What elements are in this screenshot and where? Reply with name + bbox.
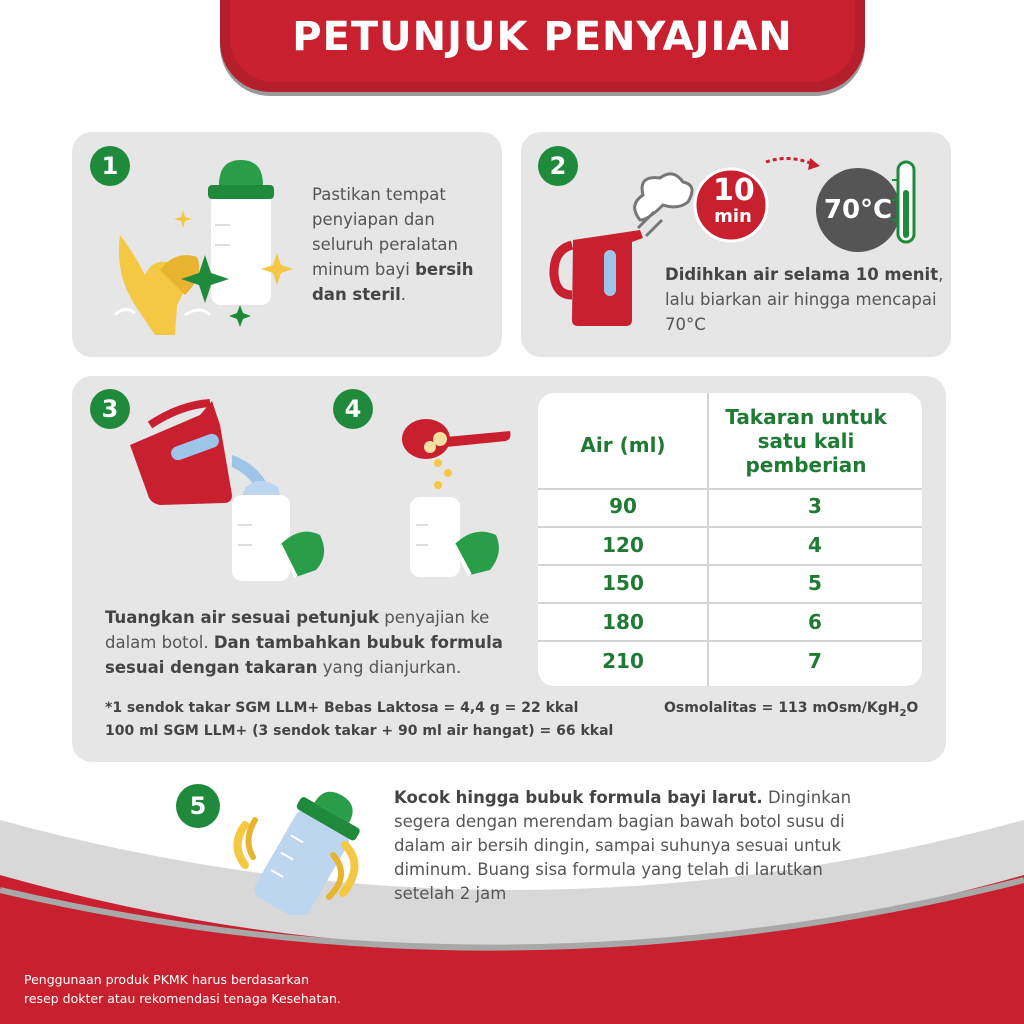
- scoop-formula-icon: [400, 415, 520, 585]
- table-cell-air: 150: [602, 571, 644, 595]
- footer-line1: Penggunaan produk PKMK harus berdasarkan: [24, 972, 310, 987]
- hands-bottle-icon: [105, 155, 305, 340]
- table-cell-air: 210: [602, 649, 644, 673]
- step2-text-bold: Didihkan air selama 10 menit: [665, 265, 939, 284]
- step1-number: 1: [90, 146, 130, 186]
- step3-4-text: [105, 605, 515, 680]
- timer-value: 10: [713, 173, 755, 208]
- step3-number: 3: [90, 389, 130, 429]
- step5-text-part: Dinginkan segera dengan merendam bagian bawah botol susu di dalam air bersih dingin, sampai suhunya sesuai untuk diminum. Buang sisa formula yang telah di larutkan setelah 2 jam: [394, 788, 852, 903]
- step3-text-part: penyajian ke dalam botol.: [105, 608, 490, 652]
- step1-text: [312, 182, 492, 307]
- osmolality-text: Osmolalitas = 113 mOsm/KgH: [664, 700, 900, 716]
- step1-text-bold: bersih dan steril: [312, 260, 474, 304]
- table-cell-takaran: 3: [808, 494, 822, 518]
- step1-text-end: .: [400, 285, 407, 304]
- timer-unit: min: [714, 206, 752, 227]
- table-cell-takaran: 4: [808, 533, 822, 557]
- table-cell-takaran: 7: [808, 649, 822, 673]
- step2-number: 2: [538, 146, 578, 186]
- osmolality-note: [664, 697, 934, 725]
- footer-disclaimer: [24, 970, 341, 1008]
- step2-text: [665, 262, 945, 337]
- step5-number: 5: [176, 784, 220, 828]
- table-cell-air: 180: [602, 610, 644, 634]
- step5-text: [394, 786, 854, 906]
- temperature-value: 70: [823, 195, 861, 225]
- shake-bottle-icon: [225, 785, 375, 915]
- step4-number: 4: [333, 389, 373, 429]
- pour-water-icon: [120, 395, 340, 585]
- temperature-unit: °C: [860, 195, 893, 225]
- osmolality-sub: 2: [899, 707, 907, 719]
- table-cell-air: 90: [609, 494, 637, 518]
- table-header-air: Air (ml): [580, 433, 666, 457]
- table-cell-air: 120: [602, 533, 644, 557]
- step4-text-bold: Dan tambahkan bubuk formula sesuai dengan takaran: [105, 633, 503, 677]
- temperature-label: [818, 195, 898, 225]
- table-cell-takaran: 6: [808, 610, 822, 634]
- dosage-table: [538, 393, 922, 686]
- note-line2: 100 ml SGM LLM+ (3 sendok takar + 90 ml air hangat) = 66 kkal: [105, 723, 614, 739]
- step5-text-bold: Kocok hingga bubuk formula bayi larut.: [394, 788, 763, 807]
- note-line1: *1 sendok takar SGM LLM+ Bebas Laktosa = 4,4 g = 22 kkal: [105, 700, 579, 716]
- osmolality-end: O: [906, 700, 919, 716]
- step3-text-bold: Tuangkan air sesuai petunjuk: [105, 608, 380, 627]
- step4-text-part: yang dianjurkan.: [317, 658, 462, 677]
- step1-text-part: Pastikan tempat penyiapan dan seluruh peralatan minum bayi: [312, 185, 458, 279]
- table-header-takaran: Takaran untuk satu kali pemberian: [725, 405, 887, 477]
- page-title: PETUNJUK PENYAJIAN: [292, 14, 793, 60]
- table-cell-takaran: 5: [808, 571, 822, 595]
- step2-text-part: , lalu biarkan air hingga mencapai 70°C: [665, 265, 944, 334]
- footer-line2: resep dokter atau rekomendasi tenaga Kesehatan.: [24, 991, 341, 1006]
